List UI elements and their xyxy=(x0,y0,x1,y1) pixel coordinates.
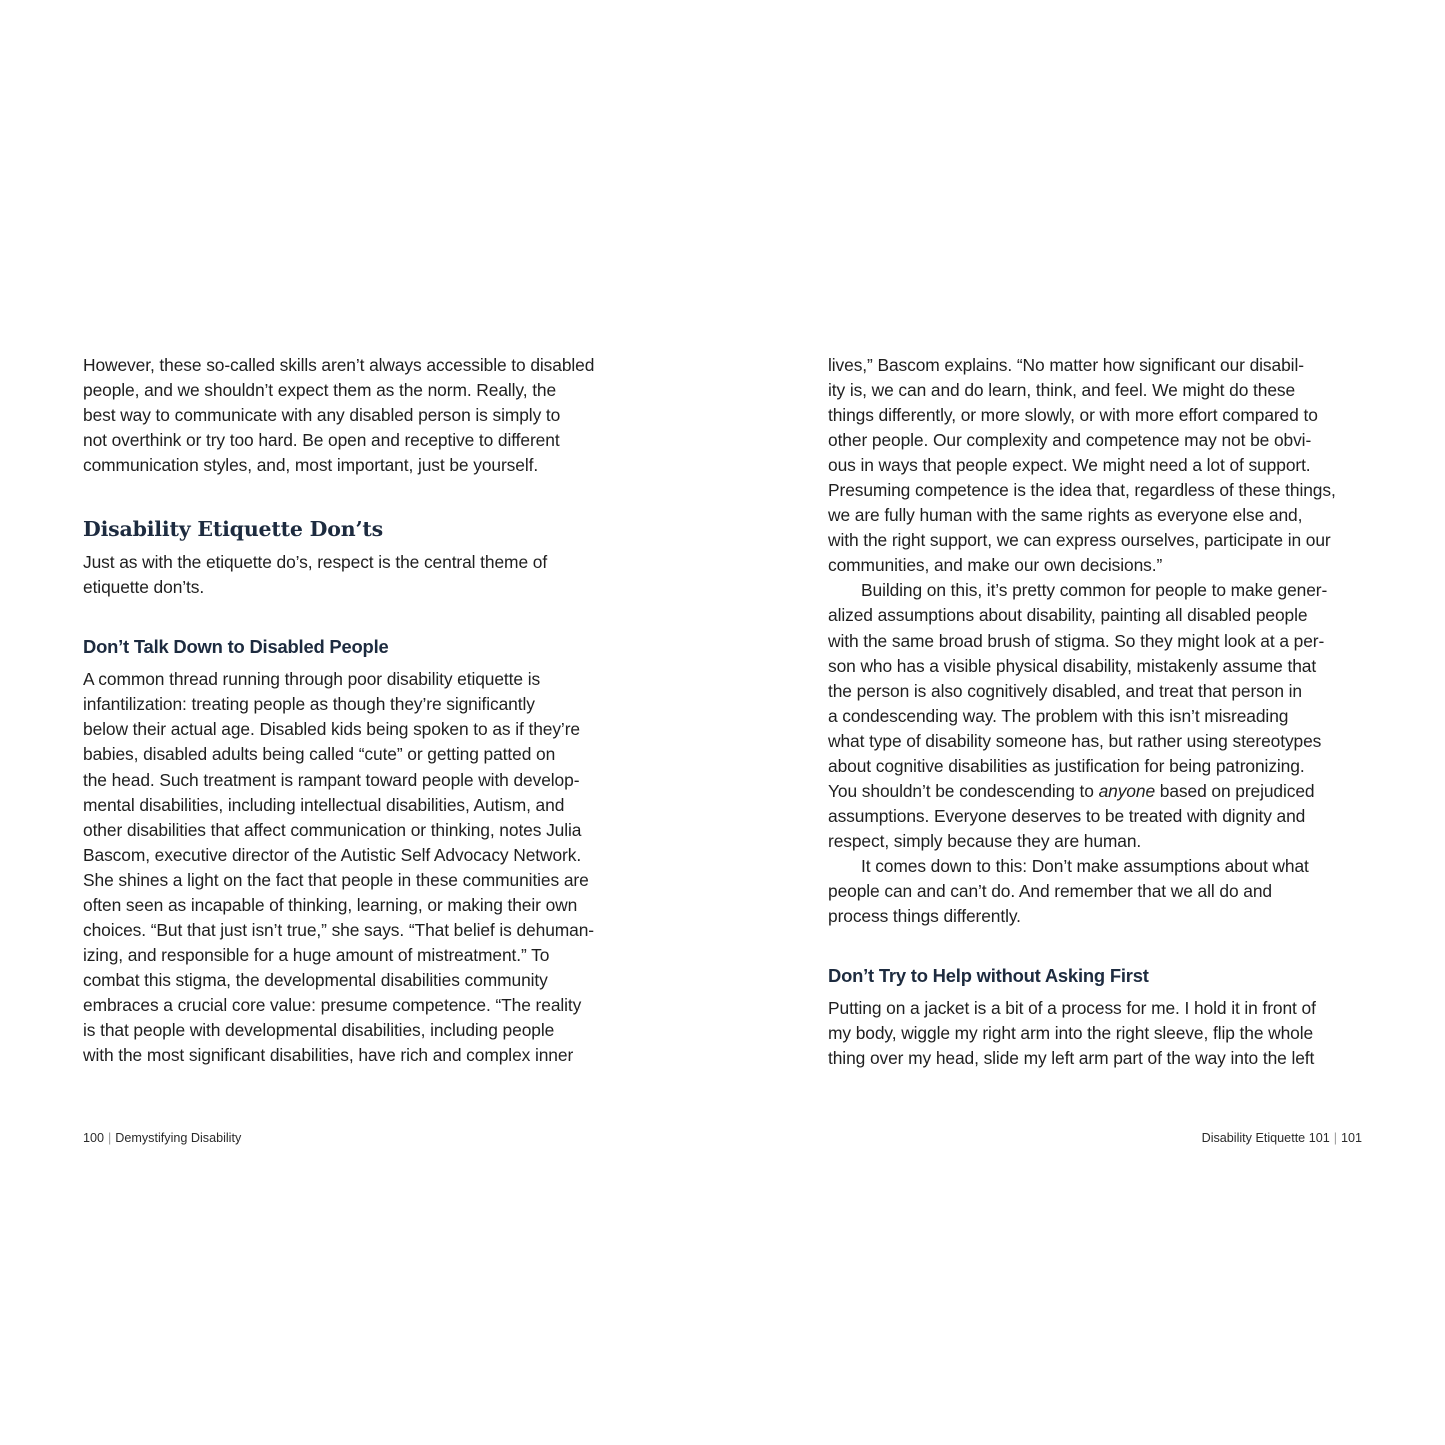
text-line: choices. “But that just isn’t true,” she says. “That belief is dehuman- xyxy=(83,919,594,940)
text-line: a condescending way. The problem with this isn’t misreading xyxy=(828,705,1289,726)
text-line: people, and we shouldn’t expect them as the norm. Really, the xyxy=(83,380,557,401)
text-line: lives,” Bascom explains. “No matter how significant our disabil- xyxy=(828,355,1304,375)
right-page xyxy=(722,0,1445,1445)
page-number: 100 xyxy=(83,1131,105,1145)
text-line: Just as with the etiquette do’s, respect is the central theme of xyxy=(83,552,548,573)
body-paragraph xyxy=(83,667,618,1068)
footer-separator: | xyxy=(108,1131,112,1145)
text-line: It comes down to this: Don’t make assumptions about what xyxy=(861,855,1309,876)
text-line: thing over my head, slide my left arm part of the way into the left xyxy=(828,1048,1315,1069)
footer-separator: | xyxy=(1333,1131,1337,1145)
conclusion-paragraph xyxy=(828,854,1363,929)
text-line: respect, simply because they are human. xyxy=(828,830,1142,851)
text-line: what type of disability someone has, but rather using stereotypes xyxy=(828,730,1322,751)
text-line: below their actual age. Disabled kids being spoken to as if they’re xyxy=(83,719,580,740)
intro-paragraph xyxy=(83,353,618,478)
text-line: people can and can’t do. And remember that we all do and xyxy=(828,880,1272,901)
running-title: Demystifying Disability xyxy=(115,1131,242,1145)
text-line: A common thread running through poor disability etiquette is xyxy=(83,669,541,690)
left-page-footer xyxy=(83,1129,241,1147)
text-line: Putting on a jacket is a bit of a process for me. I hold it in front of xyxy=(828,998,1316,1019)
text-run: based on prejudiced xyxy=(1155,780,1315,801)
text-line xyxy=(828,779,1363,804)
subheading: Don’t Talk Down to Disabled People xyxy=(83,636,389,658)
text-line: not overthink or try too hard. Be open and receptive to different xyxy=(83,430,560,451)
section-heading: Disability Etiquette Don’ts xyxy=(83,517,383,542)
text-line: we are fully human with the same rights as everyone else and, xyxy=(828,505,1303,526)
section-intro-paragraph xyxy=(83,550,618,600)
text-line: izing, and responsible for a huge amount of mistreatment.” To xyxy=(83,944,550,965)
text-line: other disabilities that affect communication or thinking, notes Julia xyxy=(83,819,582,840)
text-line: with the most significant disabilities, have rich and complex inner xyxy=(83,1045,574,1066)
text-line: She shines a light on the fact that people in these communities are xyxy=(83,869,589,890)
text-line: communities, and make our own decisions.” xyxy=(828,555,1163,576)
text-line: embraces a crucial core value: presume competence. “The reality xyxy=(83,994,582,1015)
text-line: assumptions. Everyone deserves to be treated with dignity and xyxy=(828,805,1306,826)
jacket-paragraph xyxy=(828,996,1363,1071)
left-page xyxy=(0,0,722,1445)
text-line: However, these so-called skills aren’t always accessible to disabled xyxy=(83,355,595,375)
text-line: son who has a visible physical disability, mistakenly assume that xyxy=(828,655,1317,676)
text-line: often seen as incapable of thinking, learning, or making their own xyxy=(83,894,578,915)
running-title: Disability Etiquette 101 xyxy=(1201,1131,1330,1145)
text-line: mental disabilities, including intellectual disabilities, Autism, and xyxy=(83,794,565,815)
left-page-text-column xyxy=(83,353,618,1068)
text-line: communication styles, and, most important, just be yourself. xyxy=(83,455,539,476)
text-line: with the same broad brush of stigma. So they might look at a per- xyxy=(828,630,1325,651)
emphasized-word: anyone xyxy=(1098,780,1156,801)
text-line: Bascom, executive director of the Autistic Self Advocacy Network. xyxy=(83,844,582,865)
text-run: You shouldn’t be condescending to xyxy=(828,780,1099,801)
assumptions-paragraph xyxy=(828,578,1363,854)
text-line: infantilization: treating people as though they’re significantly xyxy=(83,694,535,715)
text-line: things differently, or more slowly, or with more effort compared to xyxy=(828,405,1318,426)
right-page-text-column xyxy=(828,353,1363,1071)
subheading: Don’t Try to Help without Asking First xyxy=(828,965,1149,987)
text-line: Presuming competence is the idea that, regardless of these things, xyxy=(828,480,1336,501)
text-line: babies, disabled adults being called “cute” or getting patted on xyxy=(83,744,556,765)
text-line: the head. Such treatment is rampant toward people with develop- xyxy=(83,769,580,790)
text-line: Building on this, it’s pretty common for people to make gener- xyxy=(861,580,1328,601)
text-line: the person is also cognitively disabled, and treat that person in xyxy=(828,680,1302,701)
text-line: best way to communicate with any disabled person is simply to xyxy=(83,405,561,426)
text-line: with the right support, we can express ourselves, participate in our xyxy=(828,530,1331,551)
quote-continuation-paragraph xyxy=(828,353,1363,578)
text-line: etiquette don’ts. xyxy=(83,577,205,598)
text-line: ity is, we can and do learn, think, and feel. We might do these xyxy=(828,380,1296,401)
text-line: combat this stigma, the developmental disabilities community xyxy=(83,969,548,990)
text-line: ous in ways that people expect. We might need a lot of support. xyxy=(828,455,1311,476)
text-line: other people. Our complexity and competence may not be obvi- xyxy=(828,430,1312,451)
text-line: about cognitive disabilities as justification for being patronizing. xyxy=(828,755,1305,776)
text-line: my body, wiggle my right arm into the right sleeve, flip the whole xyxy=(828,1023,1314,1044)
right-page-footer xyxy=(1202,1129,1362,1147)
page-number: 101 xyxy=(1340,1131,1362,1145)
text-line: alized assumptions about disability, painting all disabled people xyxy=(828,605,1308,626)
text-line: process things differently. xyxy=(828,906,1021,927)
text-line: is that people with developmental disabilities, including people xyxy=(83,1019,555,1040)
